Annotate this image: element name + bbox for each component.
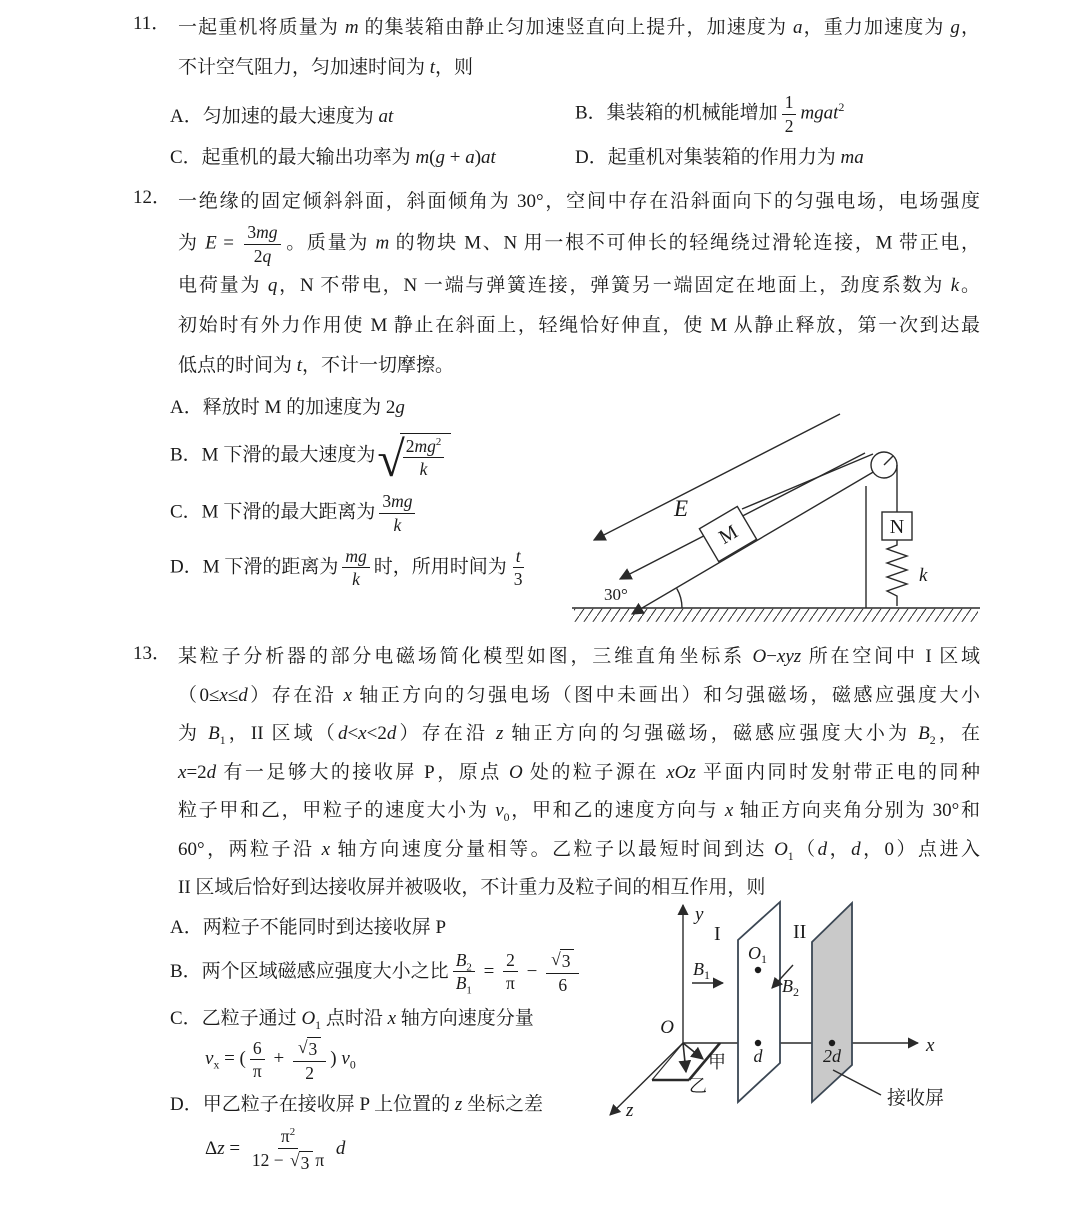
question-11 [133, 8, 980, 169]
incline-structure [572, 414, 980, 622]
question-12-number: 12． [133, 187, 172, 208]
question-12-option-d: D．M 下滑的距离为 $\frac{mg}{k}$ 时，所用时间为 $\frac{t}{3}$ [170, 545, 523, 590]
question-13-line-1: 某粒子分析器的部分电磁场简化模型如图，三维直角坐标系 O−xyz 所在空间中 I 区域 [178, 646, 980, 667]
screen-label-pointer [833, 1070, 881, 1095]
question-13-number: 13． [133, 643, 172, 664]
receiving-screen-plane [812, 903, 852, 1102]
label-k: k [919, 565, 928, 586]
particle-yi-velocity-arrow [683, 1043, 686, 1072]
label-2d: 2d [823, 1046, 841, 1066]
question-11-line-1: 一起重机将质量为 m 的集装箱由静止匀加速竖直向上提升，加速度为 a，重力加速度为 g， [178, 17, 980, 38]
spring [887, 540, 907, 606]
question-13-line-7: II 区域后恰好到达接收屏并被吸收，不计重力及粒子间的相互作用，则 [178, 877, 766, 898]
question-11-options-row-2 [170, 142, 980, 169]
question-12-line-4: 初始时有外力作用使 M 静止在斜面上，轻绳恰好伸直，使 M 从静止释放，第一次到达最 [178, 315, 980, 337]
plane-x-d [738, 902, 780, 1102]
question-13-option-b: B．两个区域磁感应强度大小之比 $\frac{B_2}{B_1}$ = $\frac{2}{\pi}$ − √ 3 6 [170, 949, 980, 996]
question-13-line-6: 60°，两粒子沿 x 轴方向速度分量相等。乙粒子以最短时间到达 $O_1(d$，d，0）点进入 [178, 838, 980, 863]
question-13-option-c: C．乙粒子通过 $O_1$ 点时沿 x 轴方向速度分量 [170, 1008, 534, 1033]
incline-surface [632, 471, 875, 614]
question-13-line-4: x=2d 有一足够大的接收屏 P，原点 O 处的粒子源在 xOz 平面内同时发射带正电的同种 [178, 761, 980, 783]
question-11-option-b: B．集装箱的机械能增加 $\frac{1}{2}$ mgat$^2$ [575, 92, 845, 136]
label-origin: O [660, 1017, 674, 1038]
label-x-axis: x [926, 1035, 935, 1056]
label-y-axis: y [695, 904, 704, 925]
label-O1: $O_1$ [748, 943, 767, 966]
xOz-parallelogram-left [652, 1043, 683, 1080]
label-B1: $B_1$ [693, 959, 710, 982]
question-11-option-d: D．起重机对集装箱的作用力为 ma [575, 147, 864, 169]
label-receiving-screen: 接收屏 [887, 1088, 945, 1109]
label-M: M [715, 520, 742, 549]
label-region-1: I [714, 923, 721, 945]
question-13-line-3: 为 $B_1$，II 区域（d<x<2d）存在沿 z 轴正方向的匀强磁场，磁感应强度大小为 $B_2$，在 [178, 723, 980, 747]
label-z-axis: z [626, 1100, 634, 1121]
label-particle-jia: 甲 [708, 1052, 726, 1072]
question-11-option-a: A．匀加速的最大速度为 at [170, 105, 394, 127]
question-11-number: 11． [133, 13, 171, 34]
incline-diagram [570, 408, 982, 626]
label-N: N [889, 516, 905, 538]
point-O1-dot [755, 967, 761, 973]
label-d: d [753, 1046, 763, 1066]
label-angle: 30° [604, 585, 628, 604]
question-11-line-2: 不计空气阻力，匀加速时间为 t，则 [178, 57, 474, 78]
question-13-line-5: 粒子甲和乙，甲粒子的速度大小为 $v_0$，甲和乙的速度方向与 x 轴正方向夹角分别为 30°和 [178, 800, 980, 824]
question-12-option-b: B．M 下滑的最大速度为 √ $\frac{2mg^2}{k}$ [170, 431, 980, 481]
coordinate-diagram [596, 880, 988, 1138]
label-B2: $B_2$ [782, 976, 799, 999]
question-12-option-c: C．M 下滑的最大距离为 $\frac{3mg}{k}$ [170, 491, 980, 535]
question-12-line-5: 低点的时间为 t，不计一切摩擦。 [178, 355, 455, 377]
question-13-option-d: D．甲乙粒子在接收屏 P 上位置的 z 坐标之差 [170, 1094, 544, 1116]
question-13-option-a: A．两粒子不能同时到达接收屏 P [170, 916, 447, 938]
ground-hatching [574, 609, 978, 622]
question-12-option-a: A．释放时 M 的加速度为 2g [170, 397, 405, 419]
rope-incline [742, 454, 873, 509]
question-12-line-1: 一绝缘的固定倾斜斜面，斜面倾角为 30°，空间中存在沿斜面向下的匀强电场，电场强度 [178, 191, 980, 212]
question-13-line-2: （0≤x≤d）存在沿 x 轴正方向的匀强电场（图中未画出）和匀强磁场，磁感应强度大小 [178, 684, 980, 706]
question-13-option-d-formula: Δz = $\pi^2$ 12 − √ 3 π d [205, 1126, 346, 1173]
question-11-options-row-1 [170, 92, 980, 136]
coordinate-structure [610, 902, 918, 1115]
angle-arc [677, 589, 682, 609]
label-E: E [674, 496, 689, 521]
label-region-2: II [793, 921, 807, 943]
particle-jia-velocity-arrow [683, 1043, 703, 1059]
question-11-option-c: C．起重机的最大输出功率为 m(g + a)at [170, 147, 496, 169]
question-12-line-3: 电荷量为 q，N 不带电，N 一端与弹簧连接，弹簧另一端固定在地面上，劲度系数为 k。 [178, 275, 980, 297]
question-13-option-c-formula: $v_x$ = ( $\frac{6}{\pi}$ + √ 3 2 ) $v_0$ [205, 1036, 356, 1083]
question-12-line-2: 为 E = $\frac{3mg}{2q}$ 。质量为 m 的物块 M、N 用一根不可伸长的轻绳绕过滑轮连接，M 带正电， [178, 222, 980, 266]
label-particle-yi: 乙 [689, 1076, 707, 1096]
